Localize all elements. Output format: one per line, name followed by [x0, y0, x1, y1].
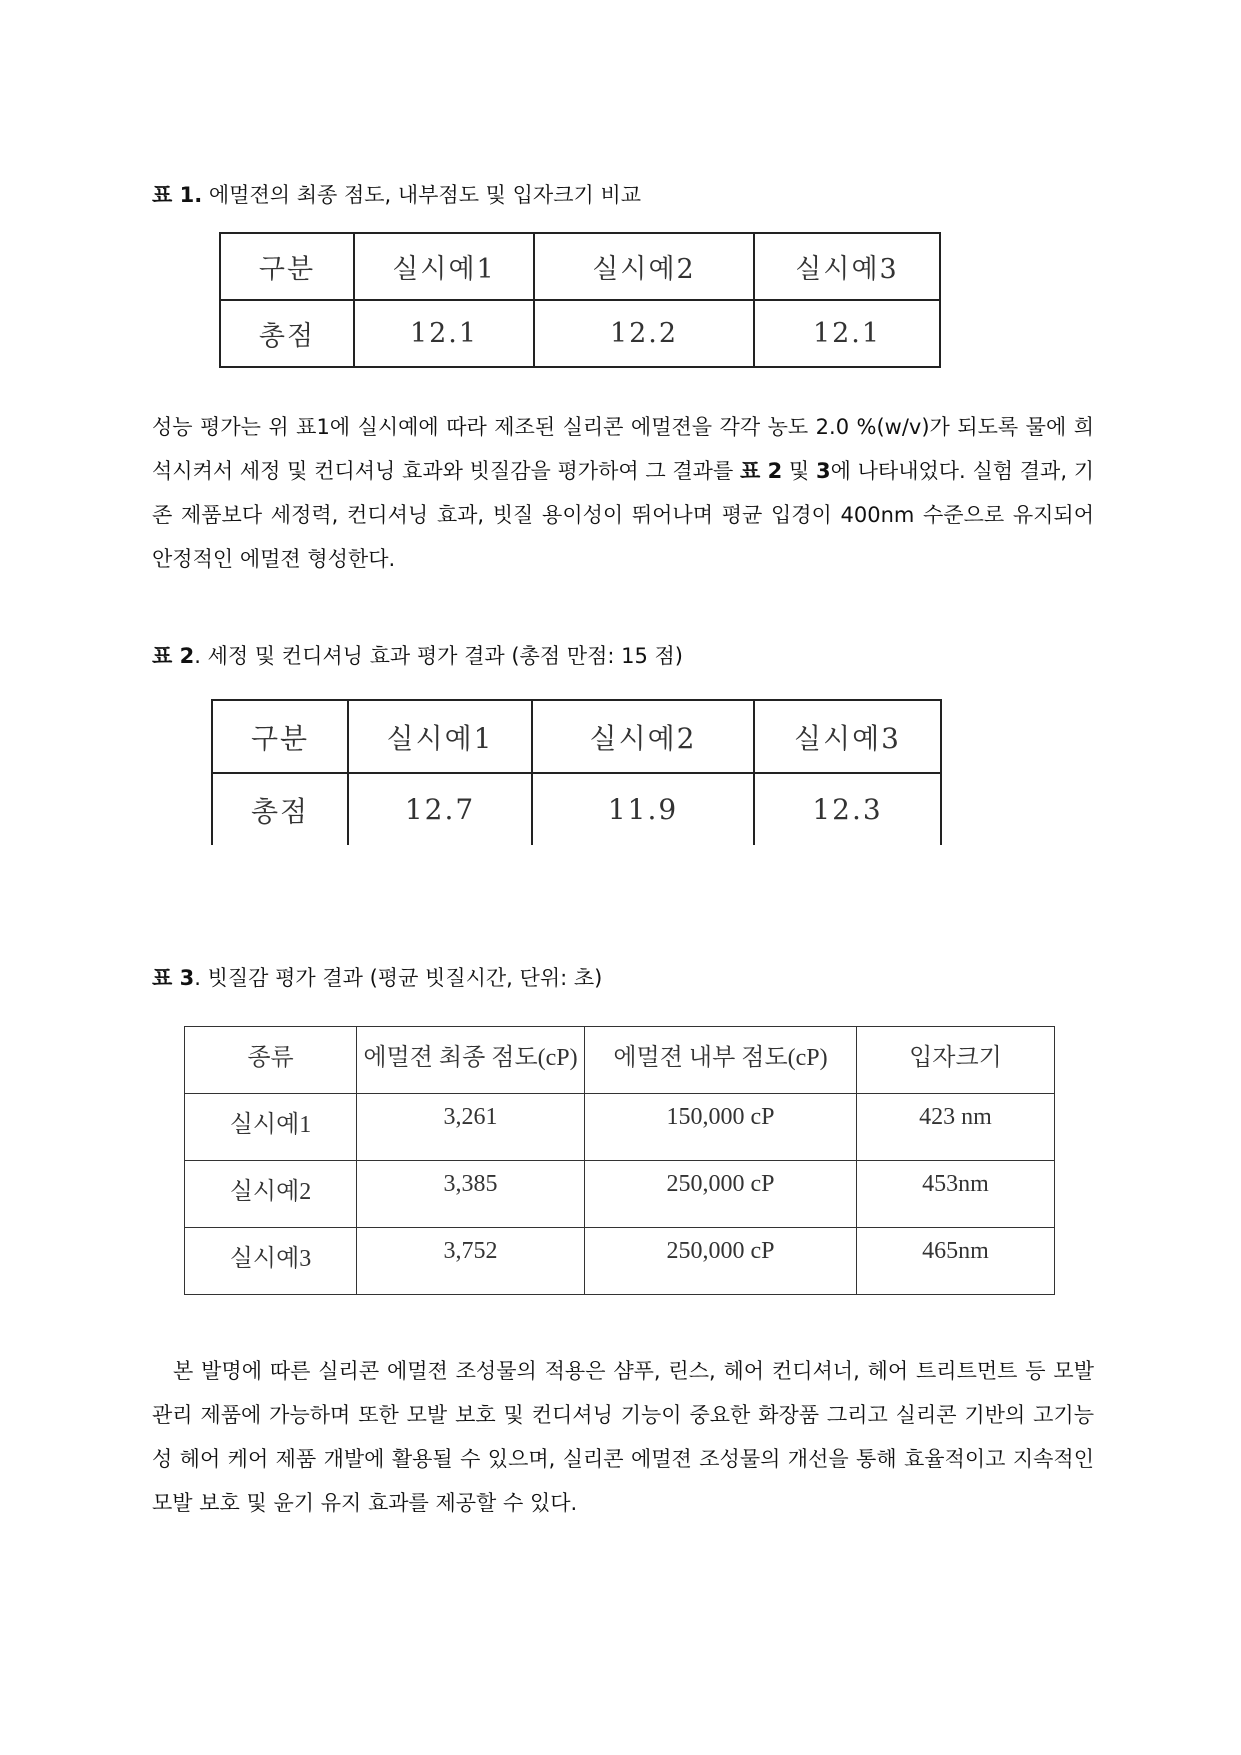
table1-header-row: [220, 233, 940, 300]
table1-title: 에멀젼의 최종 점도, 내부점도 및 입자크기 비교: [208, 183, 642, 207]
table3-header-cell: 에멀젼 최종 점도(cP): [357, 1027, 585, 1094]
table2-row: [212, 773, 941, 845]
table3-cell: 실시예1: [185, 1094, 357, 1161]
table3-header-cell: 에멀젼 내부 점도(cP): [585, 1027, 857, 1094]
table2-caption: [152, 642, 683, 670]
table3-row: [185, 1094, 1055, 1161]
table1-cell: 12.2: [534, 300, 754, 367]
paragraph1-text: 및: [782, 459, 816, 483]
table2-header-cell: 실시예2: [532, 700, 754, 773]
table1: [219, 232, 941, 368]
table1-row: [220, 300, 940, 367]
table1-cell: 12.1: [754, 300, 940, 367]
table3-cell: 250,000 cP: [585, 1228, 857, 1295]
table2-label: 표 2: [152, 644, 195, 668]
table2-cell: 12.3: [754, 773, 941, 845]
table1-header-cell: 실시예3: [754, 233, 940, 300]
table2-title: . 세정 및 컨디셔닝 효과 평가 결과 (총점 만점: 15 점): [194, 644, 683, 668]
table3-cell: 3,385: [357, 1161, 585, 1228]
table3-cell: 423 nm: [857, 1094, 1055, 1161]
table3-title: . 빗질감 평가 결과 (평균 빗질시간, 단위: 초): [194, 966, 603, 990]
table1-label: 표 1.: [152, 183, 203, 207]
table3-caption: [152, 964, 602, 992]
table1-caption: [152, 181, 641, 209]
table1-cell: 총점: [220, 300, 354, 367]
table3-cell: 250,000 cP: [585, 1161, 857, 1228]
table3-cell: 실시예3: [185, 1228, 357, 1295]
table3-row: [185, 1228, 1055, 1295]
table3-cell: 3,752: [357, 1228, 585, 1295]
table3-label: 표 3: [152, 966, 195, 990]
table3-cell: 150,000 cP: [585, 1094, 857, 1161]
table3: [184, 1026, 1055, 1295]
paragraph2-text: 본 발명에 따른 실리콘 에멀젼 조성물의 적용은 샴푸, 린스, 헤어 컨디셔너, 헤어 트리트먼트 등 모발 관리 제품에 가능하며 또한 모발 보호 및 컨디셔닝 기능이 중요한 화장품 그리고 실리콘 기반의 고기능성 헤어 케어 제품 개발에 활용될 수 있으며, 실리콘 에멀젼 조성물의 개선을 통해 효율적이고 지속적인 모발 보호 및 윤기 유지 효과를 제공할 수 있다.: [152, 1359, 1094, 1515]
table2-header-row: [212, 700, 941, 773]
table1-cell: 12.1: [354, 300, 534, 367]
table2-cell: 총점: [212, 773, 348, 845]
table3-cell: 453nm: [857, 1161, 1055, 1228]
table2: [211, 699, 942, 845]
table3-cell: 3,261: [357, 1094, 585, 1161]
table3-cell: 465nm: [857, 1228, 1055, 1295]
table2-header-cell: 구분: [212, 700, 348, 773]
paragraph-performance: [152, 405, 1094, 581]
table2-cell: 12.7: [348, 773, 532, 845]
paragraph1-text: 에 나타내었다. 실험 결과, 기존 제품보다 세정력, 컨디셔닝 효과, 빗질 용이성이 뛰어나며 평균 입경이 400nm 수준으로 유지되어 안정적인 에멀젼 형성한다.: [152, 459, 1095, 571]
table3-header-cell: 종류: [185, 1027, 357, 1094]
table3-row: [185, 1161, 1055, 1228]
paragraph1-text: 성능 평가는 위 표1에 실시예에 따라 제조된 실리콘 에멀젼을 각각 농도 2.0 %(w/v)가 되도록 물에 희석시켜서 세정 및 컨디셔닝 효과와 빗질감을 평가하여 그 결과를: [152, 415, 1094, 483]
table3-cell: 실시예2: [185, 1161, 357, 1228]
paragraph1-ref-table2: 표 2: [739, 459, 783, 483]
paragraph-applications: [152, 1349, 1094, 1525]
table1-header-cell: 구분: [220, 233, 354, 300]
table1-header-cell: 실시예1: [354, 233, 534, 300]
table2-header-cell: 실시예1: [348, 700, 532, 773]
table2-cell: 11.9: [532, 773, 754, 845]
table3-header-cell: 입자크기: [857, 1027, 1055, 1094]
paragraph1-ref-table3: 3: [815, 459, 831, 483]
table3-header-row: [185, 1027, 1055, 1094]
table1-header-cell: 실시예2: [534, 233, 754, 300]
table2-header-cell: 실시예3: [754, 700, 941, 773]
